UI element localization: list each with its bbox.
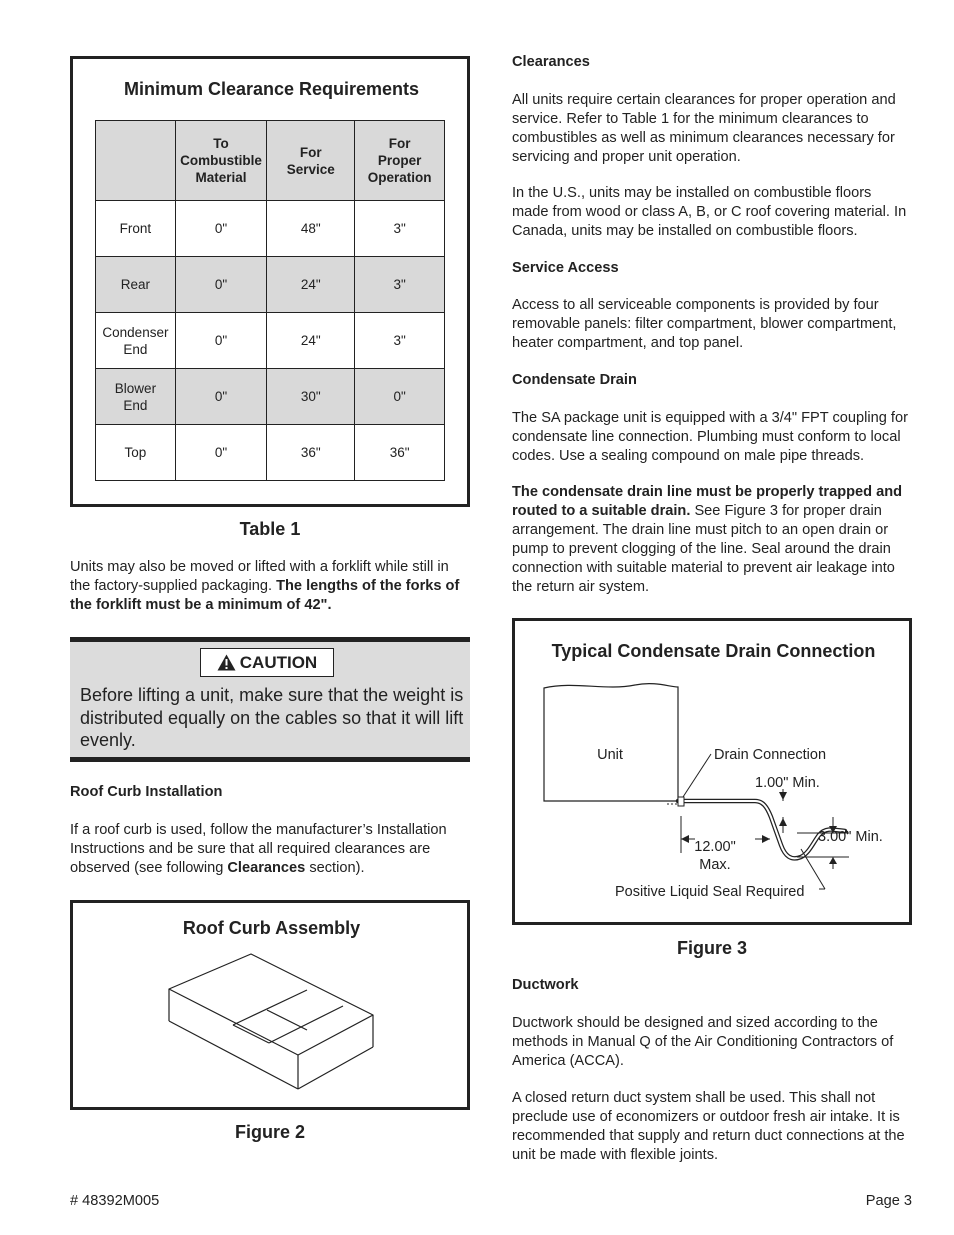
header-operation: For Proper Operation	[355, 121, 445, 201]
cell: 36"	[355, 425, 445, 481]
row-label: Blower End	[96, 369, 176, 425]
row-label: Condenser End	[96, 313, 176, 369]
roof-curb-paragraph: If a roof curb is used, follow the manufacturer’s Installation Instructions and be sure that all required clearances are observed (see following Clearances section).	[70, 822, 447, 876]
cell: 24"	[267, 257, 355, 313]
clearances-paragraph-2: In the U.S., units may be installed on combustible floors made from wood or class A, B, or C roof covering material. In Canada, units may be installed on combustible floors.	[512, 185, 907, 239]
row-label: Rear	[96, 257, 176, 313]
drain-diagram	[515, 621, 909, 921]
clearances-paragraph-1: All units require certain clearances for proper operation and service. Refer to Table 1 for the minimum clearances to combustibles as well as minimum clearances necessary for servicing and proper unit operation.	[512, 92, 896, 165]
ductwork-paragraph-2: A closed return duct system shall be used. This shall not preclude use of economizers or outdoor fresh air intake. It is recommended that supply and return duct connections at the unit be made with flexible joints.	[512, 1090, 905, 1163]
row-label: Front	[96, 201, 176, 257]
condensate-heading: Condensate Drain	[512, 372, 637, 388]
figure2-title: Roof Curb Assembly	[182, 918, 361, 938]
caution-text: Before lifting a unit, make sure that the weight is distributed equally on the cables so that it will lift evenly.	[80, 685, 464, 750]
caution-badge	[200, 648, 334, 677]
table-row	[96, 257, 445, 313]
clearances-heading: Clearances	[512, 54, 590, 70]
service-access-paragraph: Access to all serviceable components is provided by four removable panels: filter compartment, blower compartment, heater compartment, and top panel.	[512, 297, 897, 351]
max-12-label-b: Max.	[699, 857, 731, 873]
roof-curb-drawing	[73, 943, 467, 1103]
cell: 3"	[355, 257, 445, 313]
cell: 3"	[355, 313, 445, 369]
drain-connection-label: Drain Connection	[714, 747, 827, 763]
cell: 48"	[267, 201, 355, 257]
cell: 3"	[355, 201, 445, 257]
figure3-title: Typical Condensate Drain Connection	[551, 641, 876, 661]
table-row	[96, 369, 445, 425]
cell: 0"	[175, 425, 266, 481]
min-3-label: 3.00" Min.	[818, 829, 883, 845]
figure3-caption: Figure 3	[676, 938, 747, 958]
caution-label: CAUTION	[239, 652, 318, 672]
table-row	[96, 201, 445, 257]
cell: 36"	[267, 425, 355, 481]
max-12-label-a: 12.00"	[694, 839, 736, 855]
cell: 0"	[175, 257, 266, 313]
footer-page-number: Page 3	[865, 1193, 912, 1209]
header-service: For Service	[267, 121, 355, 201]
table1-caption: Table 1	[239, 519, 301, 539]
table-header-row	[96, 121, 445, 201]
forklift-paragraph: Units may also be moved or lifted with a forklift while still in the factory-supplied packaging. The lengths of the forks of the forklift must be a minimum of 42".	[70, 559, 460, 613]
table-row	[96, 313, 445, 369]
cell: 0"	[175, 369, 266, 425]
clearance-table	[95, 120, 445, 481]
warning-triangle-icon	[217, 654, 236, 671]
table-row	[96, 425, 445, 481]
ductwork-heading: Ductwork	[512, 977, 579, 993]
cell: 0"	[355, 369, 445, 425]
header-combustible: To Combustible Material	[175, 121, 266, 201]
roof-curb-heading: Roof Curb Installation	[70, 784, 223, 800]
table1-box	[70, 56, 470, 507]
caution-box	[70, 637, 470, 762]
figure2-box	[70, 900, 470, 1110]
footer-doc-number: # 48392M005	[70, 1193, 160, 1209]
cell: 24"	[267, 313, 355, 369]
cell: 0"	[175, 201, 266, 257]
liquid-seal-label: Positive Liquid Seal Required	[615, 884, 805, 900]
min-1-label: 1.00" Min.	[755, 775, 820, 791]
header-blank	[96, 121, 176, 201]
condensate-paragraph-1: The SA package unit is equipped with a 3/4" FPT coupling for condensate line connection. Plumbing must conform to local codes. Use a sealing compound on male pipe threads.	[512, 410, 908, 464]
cell: 30"	[267, 369, 355, 425]
ductwork-paragraph-1: Ductwork should be designed and sized according to the methods in Manual Q of the Air Conditioning Contractors of America (ACCA).	[512, 1015, 894, 1069]
service-access-heading: Service Access	[512, 260, 619, 276]
unit-label: Unit	[597, 747, 623, 763]
row-label: Top	[96, 425, 176, 481]
figure2-caption: Figure 2	[234, 1122, 305, 1142]
cell: 0"	[175, 313, 266, 369]
table1-title: Minimum Clearance Requirements	[123, 79, 420, 99]
figure3-box	[512, 618, 912, 925]
condensate-paragraph-2: The condensate drain line must be properly trapped and routed to a suitable drain. See Figure 3 for proper drain arrangement. The drain line must pitch to an open drain or pump to prevent clogging of the line. Seal around the drain connection with suitable material to prevent air leakage into the return air system.	[512, 484, 903, 595]
